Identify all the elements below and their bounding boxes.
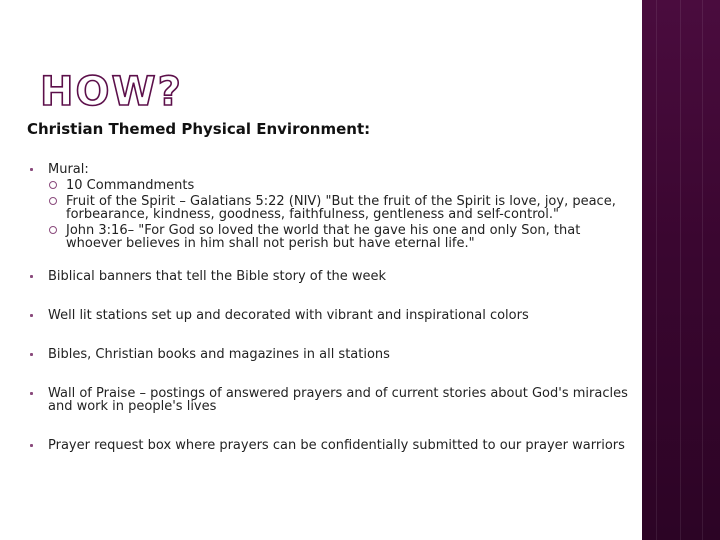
sub-item	[48, 195, 635, 221]
mural-sublist	[48, 179, 635, 250]
bullet-text: Prayer request box where prayers can be confidentially submitted to our prayer warriors	[48, 438, 625, 453]
sub-item	[48, 179, 635, 192]
sub-item-text: John 3:16– "For God so loved the world that he gave his one and only Son, that whoever believes in him shall not perish but have eternal life."	[66, 223, 581, 251]
bullet-content	[30, 163, 635, 452]
mural-label: Mural:	[48, 162, 89, 177]
bullet-text: Wall of Praise – postings of answered prayers and of current stories about God's miracles and work in people's lives	[48, 386, 628, 414]
sidebar-stripe	[702, 0, 703, 540]
bullet-icon	[30, 314, 33, 317]
ring-bullet-icon	[49, 226, 57, 234]
sub-item	[48, 224, 635, 250]
bullet-icon	[30, 353, 33, 356]
bullet-item	[30, 387, 635, 413]
sub-item-text: 10 Commandments	[66, 178, 195, 193]
bullet-item	[30, 348, 635, 361]
bullet-item	[30, 309, 635, 322]
slide-subtitle: Christian Themed Physical Environment:	[27, 120, 371, 138]
bullet-icon	[30, 444, 33, 447]
bullet-text: Bibles, Christian books and magazines in all stations	[48, 347, 390, 362]
sidebar-stripe	[656, 0, 657, 540]
ring-bullet-icon	[49, 181, 57, 189]
bullet-icon	[30, 275, 33, 278]
sidebar-stripe	[680, 0, 681, 540]
bullet-item	[30, 270, 635, 283]
bullet-icon	[30, 168, 33, 171]
bullet-item-mural	[30, 163, 635, 250]
ring-bullet-icon	[49, 197, 57, 205]
bullet-text: Biblical banners that tell the Bible story of the week	[48, 269, 387, 284]
bullet-item	[30, 439, 635, 452]
bullet-text: Well lit stations set up and decorated with vibrant and inspirational colors	[48, 308, 529, 323]
slide-title: HOW?	[40, 69, 183, 115]
sub-item-text: Fruit of the Spirit – Galatians 5:22 (NIV) "But the fruit of the Spirit is love, joy, peace, forbearance, kindness, goodness, faithfulness, gentleness and self-control."	[66, 194, 616, 222]
bullet-icon	[30, 392, 33, 395]
decorative-sidebar	[642, 0, 720, 540]
